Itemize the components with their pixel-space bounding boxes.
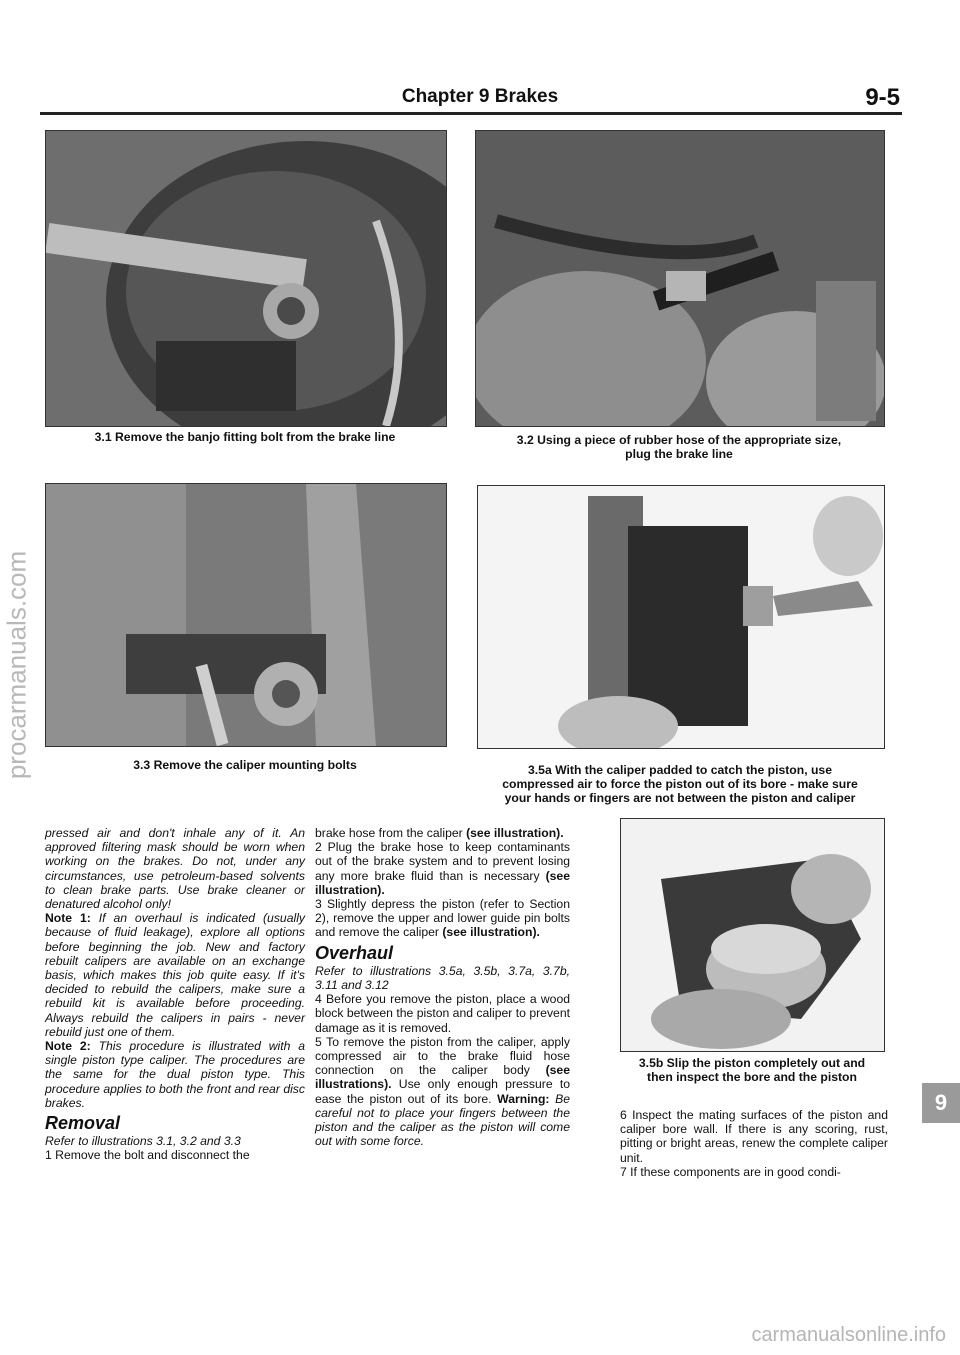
step-1: 1 Remove the bolt and disconnect the — [45, 1148, 250, 1163]
note-2-text: This procedure is illustrated with a single piston type caliper. The procedures are the same for the dual piston type. This procedure applies to both the front and rear disc brakes. — [45, 1039, 305, 1110]
chapter-title: Chapter 9 Brakes — [401, 86, 559, 107]
caption-3-5a-line1: 3.5a With the caliper padded to catch the piston, use — [528, 763, 832, 777]
caption-3-5a-line2: compressed air to force the piston out of its bore - make sure — [502, 777, 858, 791]
chapter-tab: 9 — [922, 1083, 960, 1123]
warning-label: Warning: — [497, 1091, 550, 1106]
photo-3-1 — [45, 130, 447, 427]
step-3-ill: (see illustration). — [442, 925, 540, 940]
step-1-cont-text: brake hose from the caliper — [315, 826, 467, 840]
side-watermark — [2, 520, 32, 810]
page-number: 9-5 — [865, 84, 900, 111]
photo-3-5b — [620, 818, 885, 1052]
caption-3-2-line1: 3.2 Using a piece of rubber hose of the appropriate size, — [516, 433, 842, 447]
step-7: 7 If these components are in good condi- — [620, 1164, 841, 1179]
caption-3-5b-line2: then inspect the bore and the piston — [647, 1070, 857, 1084]
caption-3-5a-line3: your hands or fingers are not between the piston and caliper — [504, 791, 856, 805]
step-4: 4 Before you remove the piston, place a wood block between the piston and caliper to prevent damage as it is removed. — [315, 992, 570, 1035]
safety-paragraph: pressed air and don't inhale any of it. An approved filtering mask should be worn when working on the brakes. Do not, under any circumstances, use petroleum-based solvents to clean brake parts. Use brake cleaner or denatured alcohol only! — [45, 826, 305, 912]
text-column-2 — [315, 826, 570, 1148]
step-2-text: 2 Plug the brake hose to keep contaminants out of the brake system and to prevent losing any more brake fluid than is necessary — [315, 840, 570, 883]
step-6: 6 Inspect the mating surfaces of the piston and caliper bore wall. If there is any scoring, rust, pitting or bright areas, renew the complete caliper unit. — [620, 1108, 888, 1165]
step-3-text: 3 Slightly depress the piston (refer to Section 2), remove the upper and lower guide pin bolts and remove the caliper — [315, 897, 570, 940]
heading-overhaul: Overhaul — [315, 942, 394, 963]
photo-3-5a — [477, 485, 885, 749]
step-2-ill: (see illustration). — [315, 868, 570, 897]
step-5 — [315, 1035, 570, 1149]
photo-3-2 — [475, 130, 885, 427]
note-1-text: If an overhaul is indicated (usually because of fluid leakage), explore all options before beginning the job. New and factory rebuilt calipers are available on an exchange basis, which makes this job quite easy. If it's decided to rebuild the calipers, make sure a rebuild kit is available before proceeding. Always rebuild the calipers in pairs - never rebuild just one of them. — [45, 911, 305, 1039]
note-2 — [45, 1039, 305, 1110]
warning-text: Be careful not to place your fingers between the piston and the caliper as the piston will come out with some force. — [315, 1091, 571, 1149]
step-5-ill: (see illustrations). — [315, 1063, 570, 1092]
overhaul-refer: Refer to illustrations 3.5a, 3.5b, 3.7a, 3.7b, 3.11 and 3.12 — [315, 963, 570, 993]
step-3 — [315, 897, 570, 940]
heading-removal: Removal — [45, 1113, 121, 1134]
note-1 — [45, 911, 305, 1039]
caption-3-5b-line1: 3.5b Slip the piston completely out and — [638, 1056, 866, 1070]
photo-3-3 — [45, 483, 447, 747]
removal-refer: Refer to illustrations 3.1, 3.2 and 3.3 — [45, 1134, 241, 1149]
note-2-label: Note 2: — [45, 1039, 91, 1054]
text-column-3 — [620, 1108, 888, 1179]
caption-3-2-line2: plug the brake line — [625, 447, 733, 461]
caption-3-3: 3.3 Remove the caliper mounting bolts — [133, 758, 357, 772]
step-5-text-b: Use only enough pressure to ease the piston out of its bore. — [315, 1077, 570, 1106]
step-1-ill: (see illustration). — [466, 826, 564, 840]
caption-3-1: 3.1 Remove the banjo fitting bolt from the brake line — [94, 430, 396, 444]
step-1-cont — [315, 826, 570, 840]
footer-watermark: carmanualsonline.info — [751, 1324, 946, 1346]
step-2 — [315, 840, 570, 897]
note-1-label: Note 1: — [45, 911, 91, 926]
text-column-1 — [45, 826, 305, 1163]
step-5-text: 5 To remove the piston from the caliper, apply compressed air to the brake fluid hose connection on the caliper body — [315, 1034, 570, 1078]
header-rule — [40, 112, 902, 115]
side-watermark-text: procarmanuals.com — [1, 550, 32, 780]
